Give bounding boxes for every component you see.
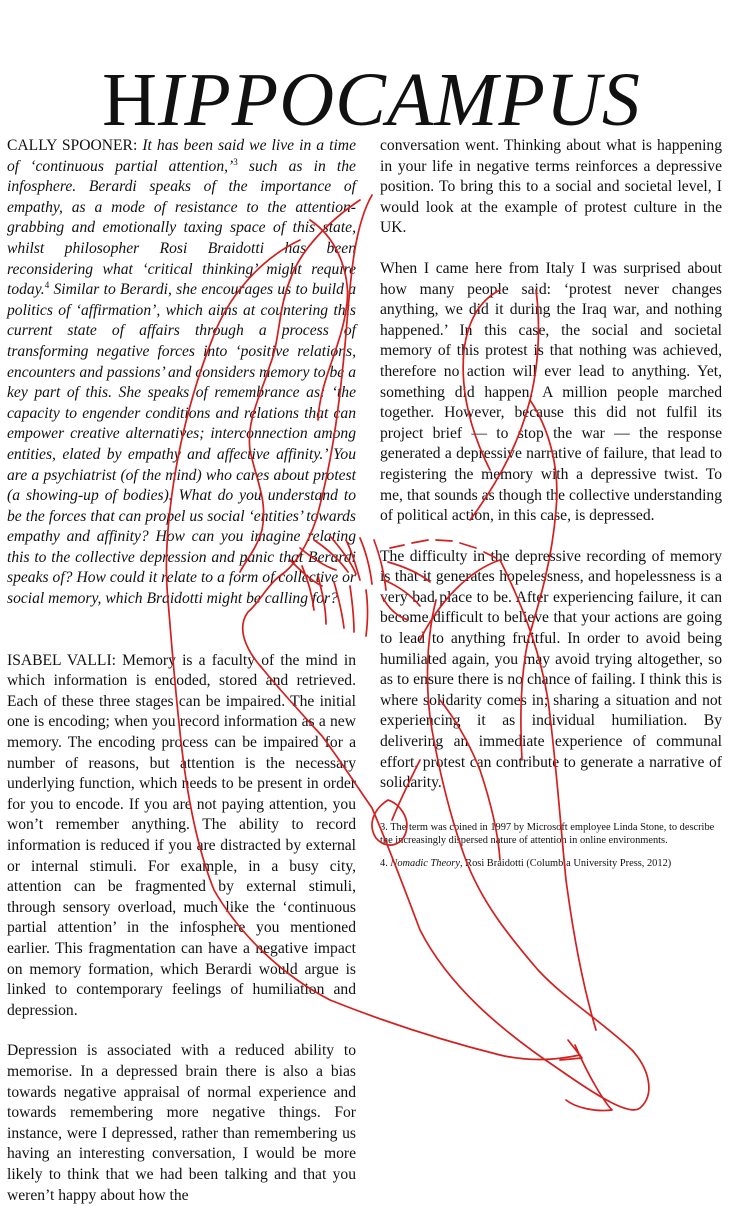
right-paragraph-2: When I came here from Italy I was surprised about how many people said: ‘protest never changes anything, we did it during the Iraq war, and nothing happened.’ In this case, the social and societal memory of this protest is that nothing was achieved, therefore no action will ever lead to anything. Yet, something did happen. A million people marched together. However, because this did not fulfil its project brief — to stop the war — the response generated a depressive narrative of failure, that lead to registering the memory with a depressive twist. To me, that sounds as though the collective understanding of political action, in this case, is depressed.: [380, 259, 722, 525]
speaker-name: CALLY SPOONER:: [7, 137, 138, 154]
right-paragraph-3: The difficulty in the depressive recording of memory is that it generates hopelessness, and hopelessness is a very bad place to be. After experiencing failure, it can become difficult to believe that your actions are going to lead to anything fruitful. In order to avoid being humiliated again, you may avoid trying altogether, so as to ensure there is no chance of failing. I think this is where solidarity comes in; sharing a situation and not experiencing it as individual humiliation. By delivering an immediate experience of communal effort, protest can contribute to generate a narrative of solidarity.: [380, 547, 722, 792]
title-initial: H: [102, 57, 159, 142]
speaker-name: ISABEL VALLI:: [7, 651, 116, 669]
footnote-ref-3: 3: [233, 156, 238, 167]
drawing-hook: [560, 1040, 612, 1111]
footnote-book-title: Nomadic Theory: [390, 858, 460, 870]
title-italic: IPPOCAMPUS: [158, 57, 641, 142]
isabel-valli-paragraph: [7, 651, 356, 1022]
footnote-3: 3. The term was coined in 1997 by Microsoft employee Linda Stone, to describe the increasingly dispersed nature of attention in online environments.: [380, 822, 715, 846]
question-text: It has been said we live in a time of ‘continuous partial attention,’: [7, 137, 356, 175]
footnote-ref-4: 4: [44, 279, 50, 290]
footnotes: [380, 822, 720, 882]
footnote-4: 4. Nomadic Theory, Rosi Braidotti (Columbia University Press, 2012): [380, 858, 672, 870]
right-column: [380, 136, 722, 794]
left-column: [7, 136, 356, 1206]
depression-paragraph: Depression is associated with a reduced ability to memorise. In a depressed brain there is also a bias towards negative appraisal of normal experience and towards remembering more negative things. For instance, were I depressed, rather than remembering us having an interesting conversation, I would be more likely to think that we had been talking and that you weren’t happy about how the: [7, 1042, 356, 1204]
question-text: Similar to Berardi, she encourages us to build a politics of ‘affirmation’, which aims at countering this current state of affairs through a process of transforming negative forces into ‘positive relations, encounters and passions’ and considers memory to be a key part of this. She speaks of remembrance as: ‘the capacity to engender conditions and relations that can empower creative alternatives; interconnection among entities, elated by empathy and affective affinity.’ You are a psychiatrist (of the mind) who cares about protest (a showing-up of bodies). What do you understand to be the forces that can propel us social ‘entities’ towards empathy and affinity? How can you imagine relating this to the collective depression and panic that Berardi speaks of? How could it relate to a form of collective or social memory, which Braidotti might be calling for?: [7, 281, 356, 608]
question-text: such as in the infosphere. Berardi speaks of the importance of empathy, as a mode of resistance to the attention-grabbing and emotionally taxing space of this state, whilst philosopher Rosi Braidotti has been reconsidering what ‘critical thinking’ might require today.: [7, 157, 356, 299]
page-title: [0, 55, 743, 145]
answer-text: Memory is a faculty of the mind in which information is encoded, stored and retrieved. Each of these three stages can be impaired. The initial one is encoding; when you record information as a new memory. The encoding process can be impaired for a number of reasons, but attention is the necessary underlying function, which needs to be present in order for you to encode. If you are not paying attention, you won’t remember anything. The ability to record information is reduced if you are distracted by external or internal stimuli. For example, in a busy city, attention can be fragmented by external stimuli, through sensory overload, much like the ‘continuous partial attention’ in the infosphere you mentioned earlier. This fragmentation can have a negative impact on memory formation, which Berardi would argue is linked to contemporary feelings of humiliation and depression.: [7, 651, 356, 1019]
right-paragraph-1: conversation went. Thinking about what is happening in your life in negative terms reinforces a depressive position. To bring this to a social and societal level, I would look at the example of protest culture in the UK.: [380, 137, 722, 237]
cally-spooner-paragraph: [7, 136, 356, 610]
